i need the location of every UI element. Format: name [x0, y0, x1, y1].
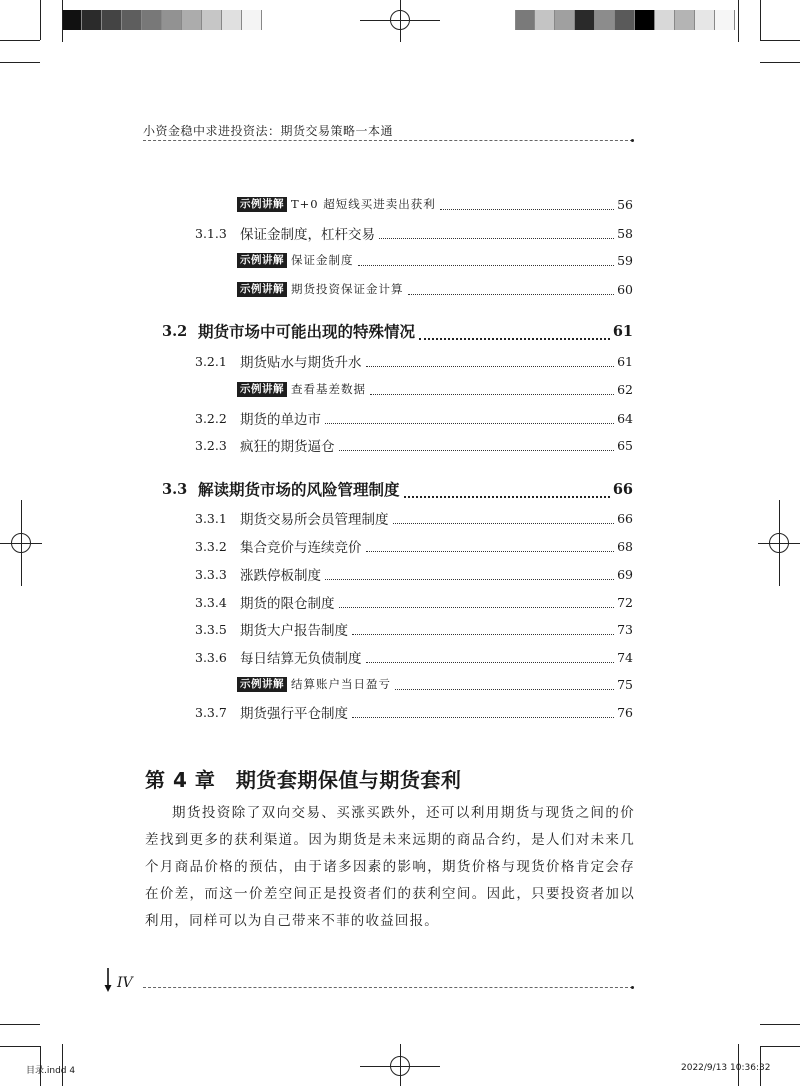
toc-page-number: 69: [617, 566, 633, 582]
toc-dot-leader: [395, 688, 614, 690]
calibration-swatch: [122, 10, 142, 30]
toc-dot-leader: [352, 633, 614, 635]
crop-mark: [738, 0, 739, 42]
toc-dot-leader: [366, 661, 614, 663]
slug-filename: 目录.indd 4: [26, 1066, 76, 1076]
toc-title: 解读期货市场的风险管理制度: [198, 480, 400, 499]
toc-label: [240, 351, 362, 371]
example-badge: 示例讲解: [237, 382, 287, 397]
toc-row-section[interactable]: [0, 478, 800, 500]
toc-title: 每日结算无负债制度: [240, 651, 362, 667]
toc-row-sub[interactable]: [0, 701, 800, 723]
toc-title: 疯狂的期货逼仓: [240, 439, 335, 455]
crop-mark: [760, 1046, 800, 1047]
toc-row-example[interactable]: [0, 378, 800, 400]
calibration-swatch: [515, 10, 535, 30]
toc-row-sub[interactable]: [0, 563, 800, 585]
toc-subsection-number: 3.3.5: [195, 621, 227, 637]
toc-section-number: 3.2: [162, 322, 188, 340]
toc-dot-leader: [408, 293, 614, 295]
crop-mark: [760, 62, 800, 63]
toc-page-number: 56: [617, 196, 633, 212]
toc-subsection-number: 3.1.3: [195, 225, 227, 241]
toc-page-number: 66: [617, 510, 633, 526]
toc-subsection-number: 3.3.4: [195, 594, 227, 610]
toc-row-sub[interactable]: [0, 222, 800, 244]
toc-label: [237, 281, 404, 297]
toc-title: 期货贴水与期货升水: [240, 355, 362, 371]
toc-dot-leader: [393, 522, 614, 524]
example-badge: 示例讲解: [237, 282, 287, 297]
calibration-swatch: [535, 10, 555, 30]
toc-label: [198, 320, 415, 342]
toc-title: 期货的单边市: [240, 412, 321, 428]
toc-subsection-number: 3.3.7: [195, 704, 227, 720]
toc-page-number: 65: [617, 437, 633, 453]
toc-page-number: 58: [617, 225, 633, 241]
toc-title: 期货市场中可能出现的特殊情况: [198, 322, 416, 341]
toc-row-example[interactable]: [0, 249, 800, 271]
toc-dot-leader: [325, 422, 614, 424]
toc-page-number: 60: [617, 281, 633, 297]
calibration-swatch: [615, 10, 635, 30]
calibration-bar-left: [62, 10, 262, 30]
calibration-swatch: [655, 10, 675, 30]
toc-label: [198, 478, 400, 500]
crop-mark: [40, 0, 41, 40]
toc-page-number: 72: [617, 594, 633, 610]
toc-label: [240, 647, 362, 667]
toc-row-sub[interactable]: [0, 407, 800, 429]
toc-dot-leader: [339, 606, 614, 608]
toc-title: 涨跌停板制度: [240, 568, 321, 584]
crop-mark: [0, 40, 40, 41]
calibration-swatch: [142, 10, 162, 30]
example-badge: 示例讲解: [237, 197, 287, 212]
calibration-swatch: [62, 10, 82, 30]
toc-dot-leader: [419, 337, 610, 340]
toc-dot-leader: [440, 208, 614, 210]
toc-row-example[interactable]: [0, 193, 800, 215]
calibration-swatch: [162, 10, 182, 30]
toc-dot-leader: [366, 550, 614, 552]
toc-label: [240, 435, 335, 455]
toc-title: 保证金制度，杠杆交易: [240, 227, 375, 243]
footer-rule: [143, 987, 633, 988]
crop-mark: [760, 40, 800, 41]
toc-page-number: 74: [617, 649, 633, 665]
toc-label: [240, 508, 389, 528]
toc-label: [240, 619, 348, 639]
toc-subsection-number: 3.3.2: [195, 538, 227, 554]
toc-label: [240, 564, 321, 584]
toc-row-sub[interactable]: [0, 618, 800, 640]
toc-dot-leader: [358, 264, 614, 266]
toc-label: [237, 196, 436, 212]
calibration-swatch: [242, 10, 262, 30]
calibration-swatch: [182, 10, 202, 30]
crop-mark: [0, 1024, 40, 1025]
calibration-swatch: [202, 10, 222, 30]
toc-subsection-number: 3.3.3: [195, 566, 227, 582]
header-rule-dot: [631, 139, 634, 142]
toc-label: [240, 223, 375, 243]
toc-row-section[interactable]: [0, 320, 800, 342]
chapter-intro-paragraph: 期货投资除了双向交易、买涨买跌外，还可以利用期货与现货之间的价差找到更多的获利渠道。因为期货是未来远期的商品合约，是人们对未来几个月商品价格的预估，由于诸多因素的影响，期货价格与现货价格肯定会存在价差，而这一价差空间正是投资者们的获利空间。因此，只要投资者加以利用，同样可以为自己带来不菲的收益回报。: [145, 805, 635, 929]
toc-subsection-number: 3.2.1: [195, 353, 227, 369]
toc-dot-leader: [325, 578, 614, 580]
crop-mark: [62, 0, 63, 42]
header-rule: [143, 140, 633, 141]
toc-page-number: 66: [612, 480, 633, 498]
toc-row-example[interactable]: [0, 278, 800, 300]
toc-dot-leader: [379, 237, 614, 239]
registration-circle-top: [390, 10, 410, 30]
toc-label: [237, 252, 354, 268]
calibration-swatch: [575, 10, 595, 30]
toc-label: [237, 676, 391, 692]
toc-title: 集合竞价与连续竞价: [240, 540, 362, 556]
toc-label: [240, 702, 348, 722]
toc-title: 结算账户当日盈亏: [291, 677, 391, 691]
calibration-swatch: [635, 10, 655, 30]
toc-page-number: 76: [617, 704, 633, 720]
crop-mark: [0, 1046, 40, 1047]
toc-dot-leader: [339, 449, 614, 451]
down-arrow-icon: [103, 968, 113, 992]
toc-page-number: 61: [617, 353, 633, 369]
toc-label: [240, 408, 321, 428]
toc-title: 期货强行平仓制度: [240, 706, 348, 722]
toc-label: [240, 536, 362, 556]
toc-row-sub[interactable]: [0, 535, 800, 557]
example-badge: 示例讲解: [237, 253, 287, 268]
toc-row-sub[interactable]: [0, 591, 800, 613]
toc-title: 期货大户报告制度: [240, 623, 348, 639]
toc-subsection-number: 3.3.6: [195, 649, 227, 665]
toc-page-number: 68: [617, 538, 633, 554]
toc-dot-leader: [404, 495, 610, 498]
calibration-swatch: [595, 10, 615, 30]
toc-title: 期货的限仓制度: [240, 596, 335, 612]
toc-title: 期货投资保证金计算: [291, 282, 404, 296]
calibration-swatch: [102, 10, 122, 30]
registration-circle-bottom: [390, 1056, 410, 1076]
slug-timestamp: 2022/9/13 10:36:32: [681, 1063, 771, 1073]
toc-subsection-number: 3.3.1: [195, 510, 227, 526]
toc-title: 查看基差数据: [291, 382, 366, 396]
toc-row-sub[interactable]: [0, 350, 800, 372]
toc-label: [240, 592, 335, 612]
page-number: IV: [117, 975, 133, 991]
calibration-swatch: [675, 10, 695, 30]
toc-dot-leader: [352, 716, 614, 718]
toc-page-number: 64: [617, 410, 633, 426]
toc-row-sub[interactable]: [0, 507, 800, 529]
toc-page-number: 62: [617, 381, 633, 397]
toc-page-number: 59: [617, 252, 633, 268]
footer-rule-dot: [631, 986, 634, 989]
toc-page-number: 73: [617, 621, 633, 637]
toc-row-sub[interactable]: [0, 646, 800, 668]
example-badge: 示例讲解: [237, 677, 287, 692]
running-header: 小资金稳中求进投资法：期货交易策略一本通: [143, 124, 394, 138]
toc-page-number: 75: [617, 676, 633, 692]
crop-mark: [0, 62, 40, 63]
toc-row-sub[interactable]: [0, 434, 800, 456]
calibration-swatch: [222, 10, 242, 30]
calibration-swatch: [555, 10, 575, 30]
toc-dot-leader: [370, 393, 614, 395]
calibration-swatch: [715, 10, 735, 30]
chapter-heading: 第 4 章 期货套期保值与期货套利: [145, 768, 462, 792]
calibration-swatch: [82, 10, 102, 30]
toc-subsection-number: 3.2.2: [195, 410, 227, 426]
crop-mark: [760, 1024, 800, 1025]
toc-label: [237, 381, 366, 397]
toc-subsection-number: 3.2.3: [195, 437, 227, 453]
toc-section-number: 3.3: [162, 480, 188, 498]
toc-page-number: 61: [612, 322, 633, 340]
toc-dot-leader: [366, 365, 614, 367]
toc-row-example[interactable]: [0, 673, 800, 695]
calibration-bar-right: [515, 10, 735, 30]
toc-title: T+0 超短线买进卖出获利: [291, 197, 436, 211]
toc-title: 期货交易所会员管理制度: [240, 512, 389, 528]
crop-mark: [760, 0, 761, 40]
calibration-swatch: [695, 10, 715, 30]
toc-title: 保证金制度: [291, 253, 354, 267]
